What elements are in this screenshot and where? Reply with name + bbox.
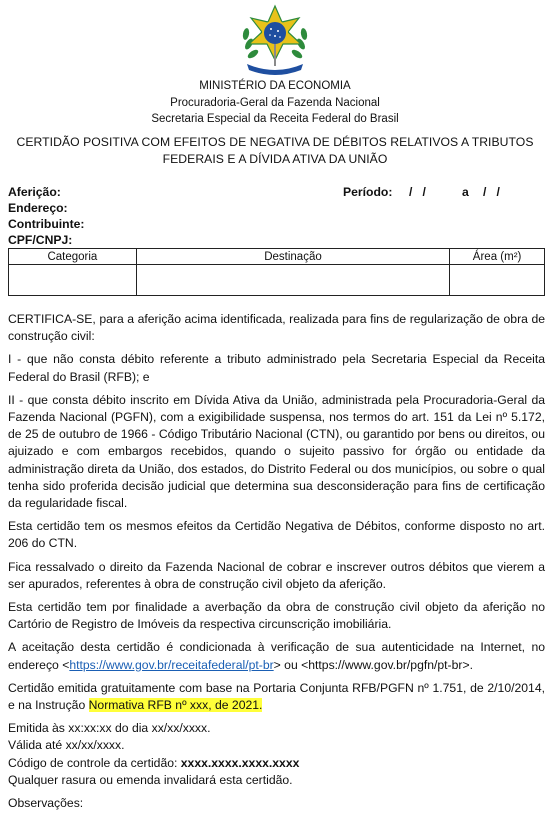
base-legal-text: Certidão emitida gratuitamente com base na Portaria Conjunta RFB/PGFN nº 1.751, de 2/10/2014, e na Instrução xyxy=(8,680,545,713)
codigo-controle-line xyxy=(8,755,545,772)
paragraph-base-legal xyxy=(8,680,545,714)
autenticidade-text-end: > ou <https://www.gov.br/pgfn/pt-br>. xyxy=(273,657,473,672)
endereco-label: Endereço: xyxy=(8,201,68,215)
contribuinte-label: Contribuinte: xyxy=(8,217,85,231)
paragraph-efeitos: Esta certidão tem os mesmos efeitos da Certidão Negativa de Débitos, conforme disposto no art. 206 do CTN. xyxy=(8,519,545,551)
codigo-value: xxxx.xxxx.xxxx.xxxx xyxy=(180,755,300,770)
periodo-label: Período: xyxy=(343,185,393,199)
pgfn-name: Procuradoria-Geral da Fazenda Nacional xyxy=(170,97,380,109)
cpf-cnpj-label: CPF/CNPJ: xyxy=(8,233,73,247)
codigo-label: Código de controle da certidão: xyxy=(8,755,181,770)
rasura-line: Qualquer rasura ou emenda invalidará esta certidão. xyxy=(8,772,293,787)
table-row xyxy=(9,265,545,296)
paragraph-item-i: I - que não consta débito referente a tributo administrado pela Secretaria Especial da Receita Federal do Brasil (RFB); e xyxy=(8,352,545,384)
paragraph-autenticidade xyxy=(8,639,545,673)
afericao-label: Aferição: xyxy=(8,185,61,199)
paragraph-certifica: CERTIFICA-SE, para a aferição acima identificada, realizada para fins de regularização de obra de construção civil: xyxy=(8,312,545,344)
receita-federal-link[interactable]: https://www.gov.br/receitafederal/pt-br xyxy=(69,657,274,672)
rfb-name: Secretaria Especial da Receita Federal do Brasil xyxy=(151,113,399,125)
header-area: Área (m²) xyxy=(450,249,545,265)
cell-area xyxy=(450,265,545,296)
coat-of-arms-icon xyxy=(235,4,315,78)
paragraph-finalidade: Esta certidão tem por finalidade a averbação da obra de construção civil objeto da aferição no Cartório de Registro de Imóveis da respectiva circunscrição imobiliária. xyxy=(8,600,545,632)
emitida-line: Emitida às xx:xx:xx do dia xx/xx/xxxx. xyxy=(8,721,211,736)
header-destinacao: Destinação xyxy=(136,249,449,265)
highlighted-normativa: Normativa RFB nº xxx, de 2021. xyxy=(88,698,263,713)
document-title: CERTIDÃO POSITIVA COM EFEITOS DE NEGATIVA DE DÉBITOS RELATIVOS A TRIBUTOS FEDERAIS E A DÍVIDA ATIVA DA UNIÃO xyxy=(16,135,534,166)
autenticidade-text: A aceitação desta certidão é condicionada à verificação de sua autenticidade na Internet, no endereço < xyxy=(8,640,545,672)
observacoes-label: Observações: xyxy=(8,796,84,811)
table-header-row xyxy=(9,249,545,265)
header-categoria: Categoria xyxy=(9,249,137,265)
periodo-from: / / xyxy=(409,185,426,199)
periodo-to: / / xyxy=(483,185,500,199)
certidao-body xyxy=(8,311,545,818)
ministry-name: MINISTÉRIO DA ECONOMIA xyxy=(199,80,351,92)
paragraph-ressalva: Fica ressalvado o direito da Fazenda Nacional de cobrar e inscrever outros débitos que vierem a ser apurados, referentes à obra de construção civil objeto da aferição. xyxy=(8,559,545,591)
cell-destinacao xyxy=(136,265,449,296)
validade-line: Válida até xx/xx/xxxx. xyxy=(8,738,125,753)
obra-table xyxy=(8,248,545,296)
periodo-separator: a xyxy=(462,185,469,199)
paragraph-item-ii: II - que consta débito inscrito em Dívida Ativa da União, administrada pela Procuradoria-Geral da Fazenda Nacional (PGFN), com a exigibilidade suspensa, nos termos do art. 151 da Lei nº 5.172, de 25 de outubro de 1966 - Código Tributário Nacional (CTN), ou garantido por bens ou direitos, ou ajuizado e com embargos recebidos, quando o sujeito passivo for órgão ou entidade da administração direta da União, dos estados, do Distrito Federal ou dos municípios, ou sobre o qual tenha sido proferida decisão judicial que determina sua desconsideração para fins de certificação da regularidade fiscal. xyxy=(8,392,545,511)
cell-categoria xyxy=(9,265,137,296)
